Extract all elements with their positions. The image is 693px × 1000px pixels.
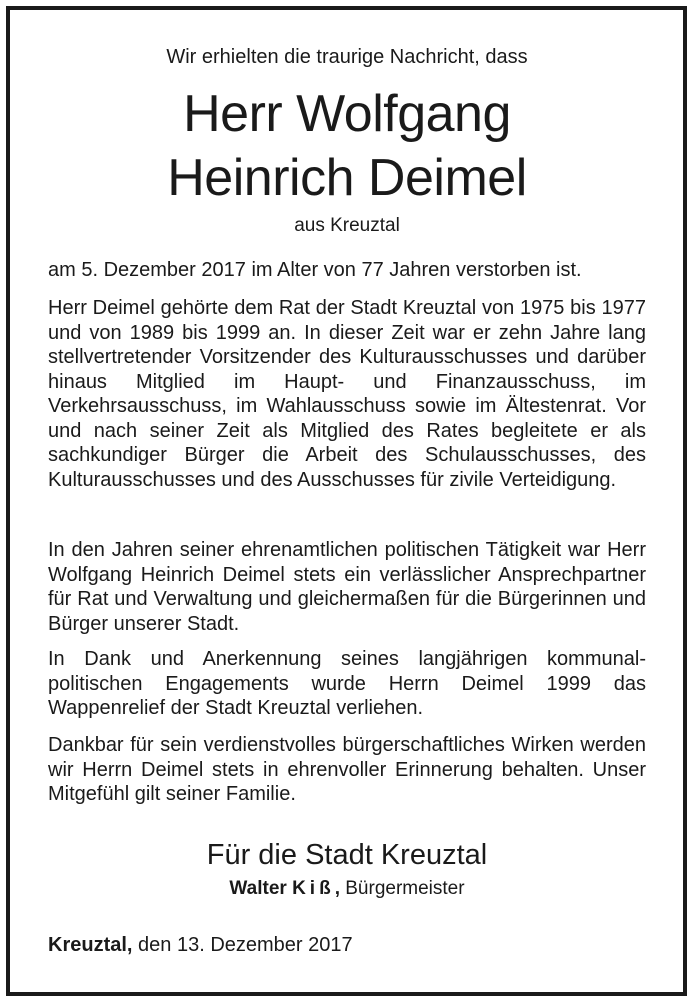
deceased-name xyxy=(48,82,646,210)
signature-organization: Für die Stadt Kreuztal xyxy=(206,839,488,871)
dateline-place: Kreuztal, xyxy=(48,934,133,956)
paragraph-honor: In Dank und Anerkennung seines langjährigen kommunalpolitischen Engagements wurde Herrn Deimel 1999 das Wappenrelief der Stadt Kreuztal verliehen. xyxy=(48,648,646,719)
deceased-name-line-1: Herr Wolfgang xyxy=(183,85,511,143)
paragraph-voluntary-work: In den Jahren seiner ehrenamtlichen politischen Tätigkeit war Herr Wolfgang Heinrich Deimel stets ein verlässlicher Ansprechpartner für Rat und Verwaltung und gleichermaßen für die Bürgerinnen und Bürger unserer Stadt. xyxy=(48,539,646,635)
dateline xyxy=(48,932,646,958)
paragraph-death-date: am 5. Dezember 2017 im Alter von 77 Jahren verstorben ist. xyxy=(48,259,582,281)
signature-surname: Kiß xyxy=(292,878,335,899)
paragraph-condolence: Dankbar für sein verdienstvolles bürgerschaftliches Wirken werden wir Herrn Deimel stets in ehrenvoller Erinnerung behalten. Unser Mitgefühl gilt seiner Familie. xyxy=(48,734,646,805)
dateline-date: den 13. Dezember 2017 xyxy=(138,934,353,956)
signature-separator: , xyxy=(334,878,340,899)
signature-person xyxy=(48,877,646,901)
notice-intro: Wir erhielten die traurige Nachricht, dass xyxy=(166,46,528,68)
deceased-name-line-2: Heinrich Deimel xyxy=(167,149,527,207)
signature-first-name: Walter xyxy=(229,878,287,899)
deceased-origin: aus Kreuztal xyxy=(294,215,400,236)
signature-role: Bürgermeister xyxy=(345,878,465,899)
paragraph-council-career: Herr Deimel gehörte dem Rat der Stadt Kreuztal von 1975 bis 1977 und von 1989 bis 1999 an. In dieser Zeit war er zehn Jahre lang stellvertretender Vorsitzender des Kulturausschusses und darüber hinaus Mitglied im Haupt- und Finanzausschuss, im Verkehrsausschuss, im Wahlausschuss sowie im Ältestenrat. Vor und nach seiner Zeit als Mitglied des Rates begleitete er als sachkundiger Bürger die Arbeit des Schulausschusses, des Kulturausschusses und des Ausschusses für zivile Verteidigung. xyxy=(48,297,646,491)
